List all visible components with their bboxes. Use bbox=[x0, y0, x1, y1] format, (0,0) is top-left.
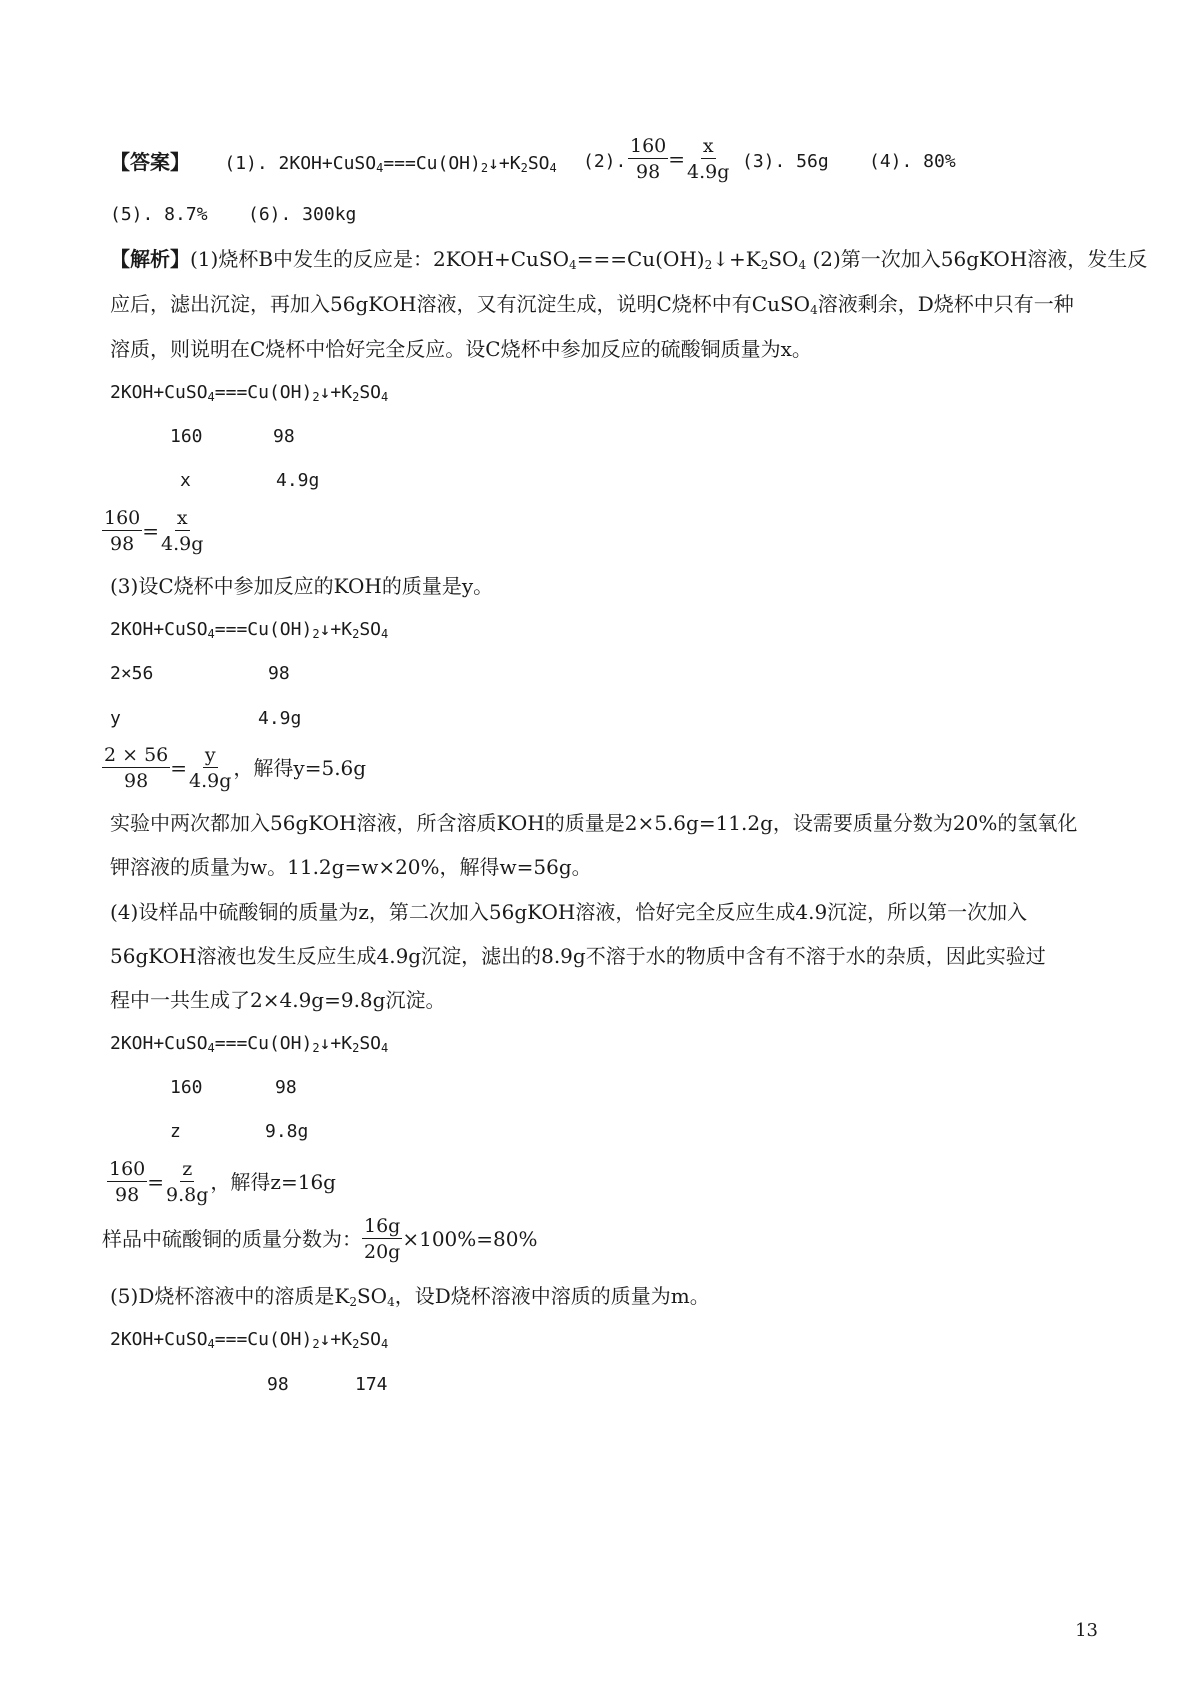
q4-var-1: z bbox=[170, 1121, 181, 1142]
page-number: 13 bbox=[1075, 1620, 1098, 1641]
q3-para-2: 钾溶液的质量为w。11.2g=w×20%，解得w=56g。 bbox=[110, 855, 592, 879]
equation-2: $2KOH+CuSO_4===Cu(OH)_2↓+K_2SO_4$ bbox=[110, 619, 389, 641]
answer-q2: (2). bbox=[583, 151, 627, 172]
analysis-line-1: 【解析】(1)烧杯B中发生的反应是：$2KOH+CuSO_4===Cu(OH)_2↓+K_2SO_4$ (2)第一次加入56gKOH溶液，发生反 bbox=[110, 247, 1148, 272]
q4-para-1: (4)设样品中硫酸铜的质量为z，第二次加入56gKOH溶液，恰好完全反应生成4.9沉淀，所以第一次加入 bbox=[110, 900, 1028, 924]
b1-var-2: 4.9g bbox=[276, 470, 320, 491]
q4-mass-1: 160 bbox=[170, 1077, 203, 1098]
q5-intro: (5)D烧杯溶液中的溶质是$K_2SO_4$，设D烧杯溶液中溶质的质量为m。 bbox=[110, 1284, 710, 1309]
answer-q1: (1). $2KOH+CuSO_4===Cu(OH)_2↓+K_2SO_4$ bbox=[224, 153, 557, 175]
answer-line bbox=[110, 150, 557, 176]
q3-var-1: y bbox=[110, 708, 121, 729]
q4-para-2: 56gKOH溶液也发生反应生成4.9g沉淀，滤出的8.9g不溶于水的物质中含有不溶于水的杂质，因此实验过 bbox=[110, 944, 1046, 968]
b1-fraction: $\frac{160}{98}$ = $\frac{x}{4.9g}$ bbox=[104, 507, 204, 555]
answer-q3: (3). 56g bbox=[742, 151, 829, 172]
q4-percent-line: 样品中硫酸铜的质量分数为： $\frac{16g}{20g}$ ×100%=80% bbox=[102, 1215, 538, 1263]
equation-3: $2KOH+CuSO_4===Cu(OH)_2↓+K_2SO_4$ bbox=[110, 1033, 389, 1055]
q3-mass-2: 98 bbox=[268, 663, 290, 684]
q4-para-3: 程中一共生成了2×4.9g=9.8g沉淀。 bbox=[110, 988, 446, 1012]
q3-para-1: 实验中两次都加入56gKOH溶液，所含溶质KOH的质量是2×5.6g=11.2g，设需要质量分数为20%的氢氧化 bbox=[110, 811, 1078, 835]
b1-mass-1: 160 bbox=[170, 426, 203, 447]
answer-q5: (5). 8.7% bbox=[110, 204, 208, 225]
b1-mass-2: 98 bbox=[273, 426, 295, 447]
answer-q2-fraction: $\frac{160}{98}$ = $\frac{x}{4.9g}$ bbox=[630, 135, 730, 183]
analysis-line-2: 应后，滤出沉淀，再加入56gKOH溶液，又有沉淀生成，说明C烧杯中有CuSO$_4$溶液剩余，D烧杯中只有一种 bbox=[110, 292, 1074, 317]
equation-4: $2KOH+CuSO_4===Cu(OH)_2↓+K_2SO_4$ bbox=[110, 1329, 389, 1351]
q3-intro: (3)设C烧杯中参加反应的KOH的质量是y。 bbox=[110, 574, 494, 598]
b1-var-1: x bbox=[180, 470, 191, 491]
q4-fraction: $\frac{160}{98}$ = $\frac{z}{9.8g}$ ，解得z=16g bbox=[109, 1158, 336, 1206]
equation-1: $2KOH+CuSO_4===Cu(OH)_2↓+K_2SO_4$ bbox=[110, 382, 389, 404]
q5-mass-2: 174 bbox=[355, 1374, 388, 1395]
q4-var-2: 9.8g bbox=[265, 1121, 309, 1142]
answer-label: 【答案】 bbox=[110, 150, 190, 174]
q5-mass-1: 98 bbox=[267, 1374, 289, 1395]
q3-var-2: 4.9g bbox=[258, 708, 302, 729]
q3-fraction: $\frac{2 \times 56}{98}$ = $\frac{y}{4.9g}$ ，解得y=5.6g bbox=[104, 744, 367, 792]
q4-mass-2: 98 bbox=[275, 1077, 297, 1098]
answer-q4: (4). 80% bbox=[869, 151, 956, 172]
q3-mass-1: 2×56 bbox=[110, 663, 154, 684]
analysis-line-3: 溶质，则说明在C烧杯中恰好完全反应。设C烧杯中参加反应的硫酸铜质量为x。 bbox=[110, 337, 812, 361]
answer-q6: (6). 300kg bbox=[248, 204, 357, 225]
